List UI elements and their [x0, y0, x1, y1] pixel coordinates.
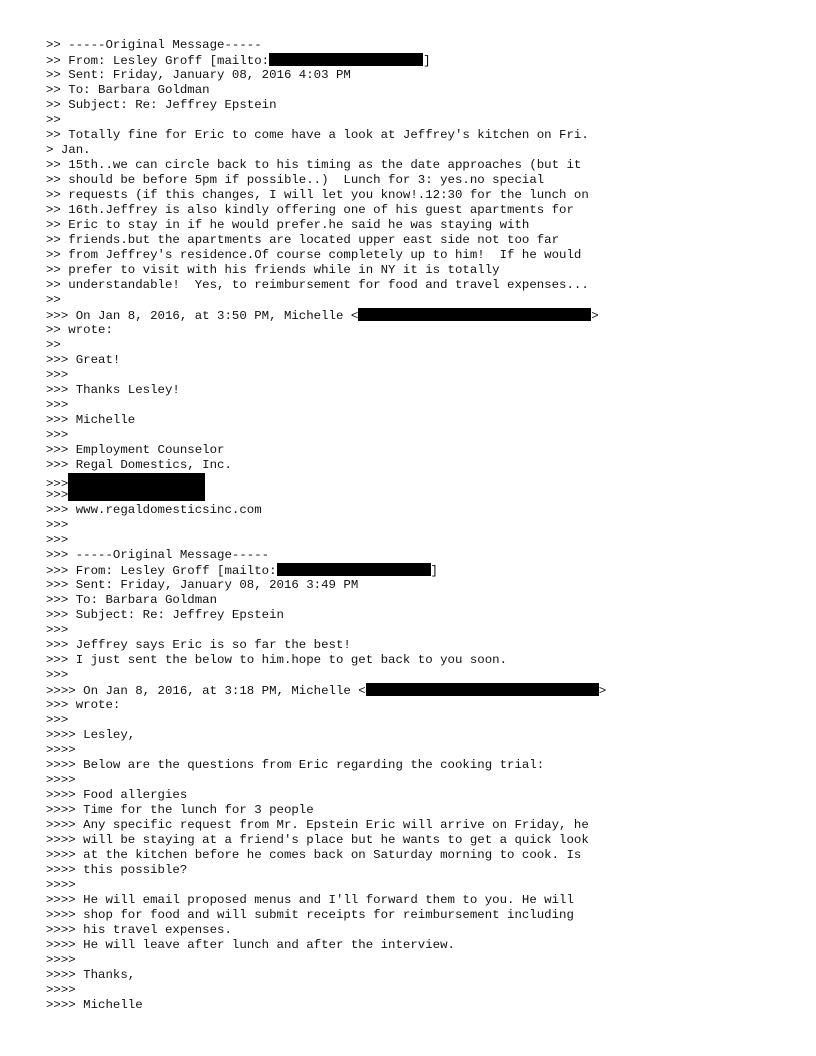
- quote-line: >>>: [46, 623, 69, 637]
- body-line: >>> Great!: [46, 353, 121, 367]
- body-line: >>>> Any specific request from Mr. Epstein Eric will arrive on Friday, he: [46, 818, 589, 832]
- signature-redacted-line: >>>: [46, 488, 69, 502]
- body-line: >>>> at the kitchen before he comes back on Saturday morning to cook. Is: [46, 848, 582, 862]
- from-line-1: >> From: Lesley Groff [mailto: ]: [46, 54, 431, 68]
- body-line: >> 16th.Jeffrey is also kindly offering one of his guest apartments for: [46, 203, 574, 217]
- reply-attribution-line-2: >>>> On Jan 8, 2016, at 3:18 PM, Michelle < >: [46, 684, 607, 698]
- email-document: [46, 38, 786, 1013]
- body-line: >>> I just sent the below to him.hope to get back to you soon.: [46, 653, 508, 667]
- body-line: > Jan.: [46, 143, 91, 157]
- body-line: >>>> Time for the lunch for 3 people: [46, 803, 314, 817]
- quote-line: >>>: [46, 668, 69, 682]
- body-line: >>>> He will email proposed menus and I'll forward them to you. He will: [46, 893, 574, 907]
- quote-line: >>>>: [46, 743, 76, 757]
- body-line: >>>> Lesley,: [46, 728, 136, 742]
- quote-line: >>: [46, 113, 61, 127]
- redaction-box: [366, 683, 599, 696]
- signature-name: >>>> Michelle: [46, 998, 143, 1012]
- quote-line: >>>: [46, 368, 69, 382]
- body-line: >>> Jeffrey says Eric is so far the best!: [46, 638, 351, 652]
- body-line: >> from Jeffrey's residence.Of course completely up to him! If he would: [46, 248, 582, 262]
- body-line: >> prefer to visit with his friends while in NY it is totally: [46, 263, 500, 277]
- body-line: >> Totally fine for Eric to come have a look at Jeffrey's kitchen on Fri.: [46, 128, 589, 142]
- redaction-box: [269, 53, 423, 66]
- signature-redacted-line: >>>: [46, 473, 786, 488]
- reply-attribution-line-1: >>> On Jan 8, 2016, at 3:50 PM, Michelle < >: [46, 309, 599, 323]
- from-line-2: >>> From: Lesley Groff [mailto: ]: [46, 564, 438, 578]
- subject-line-1: >> Subject: Re: Jeffrey Epstein: [46, 98, 277, 112]
- quote-line: >>>>: [46, 878, 76, 892]
- signature-company: >>> Regal Domestics, Inc.: [46, 458, 232, 472]
- quote-line: >>: [46, 338, 61, 352]
- signature-name: >>> Michelle: [46, 413, 136, 427]
- to-line-2: >>> To: Barbara Goldman: [46, 593, 218, 607]
- body-line: >>>> will be staying at a friend's place but he wants to get a quick look: [46, 833, 589, 847]
- body-line: >> requests (if this changes, I will let you know!.12:30 for the lunch on: [46, 188, 589, 202]
- quote-line: >>>: [46, 533, 69, 547]
- body-line: >>>> Food allergies: [46, 788, 188, 802]
- quote-line: >>>: [46, 428, 69, 442]
- quote-line: >>>: [46, 713, 69, 727]
- body-line: >>>> this possible?: [46, 863, 188, 877]
- body-line: >>> wrote:: [46, 698, 121, 712]
- quote-line: >>>>: [46, 983, 76, 997]
- sent-line-1: >> Sent: Friday, January 08, 2016 4:03 PM: [46, 68, 351, 82]
- subject-line-2: >>> Subject: Re: Jeffrey Epstein: [46, 608, 284, 622]
- body-line: >>>> He will leave after lunch and after the interview.: [46, 938, 455, 952]
- body-line: >> wrote:: [46, 323, 113, 337]
- quote-line: >>: [46, 293, 61, 307]
- body-line: >>>> Thanks,: [46, 968, 136, 982]
- body-line: >> friends.but the apartments are located upper east side not too far: [46, 233, 560, 247]
- original-message-header-1: >> -----Original Message-----: [46, 38, 262, 52]
- body-line: >> 15th..we can circle back to his timing as the date approaches (but it: [46, 158, 582, 172]
- to-line-1: >> To: Barbara Goldman: [46, 83, 210, 97]
- body-line: >> should be before 5pm if possible..) Lunch for 3: yes.no special: [46, 173, 545, 187]
- body-line: >> understandable! Yes, to reimbursement for food and travel expenses...: [46, 278, 589, 292]
- redaction-box: [358, 308, 591, 321]
- body-line: >>>> his travel expenses.: [46, 923, 232, 937]
- body-line: >>>> Below are the questions from Eric regarding the cooking trial:: [46, 758, 545, 772]
- redaction-box: [277, 563, 431, 576]
- signature-title: >>> Employment Counselor: [46, 443, 225, 457]
- quote-line: >>>: [46, 518, 69, 532]
- signature-website: >>> www.regaldomesticsinc.com: [46, 503, 262, 517]
- body-line: >> Eric to stay in if he would prefer.he said he was staying with: [46, 218, 530, 232]
- quote-line: >>>>: [46, 773, 76, 787]
- redaction-box: [68, 473, 205, 501]
- sent-line-2: >>> Sent: Friday, January 08, 2016 3:49 PM: [46, 578, 359, 592]
- original-message-header-2: >>> -----Original Message-----: [46, 548, 270, 562]
- quote-line: >>>: [46, 398, 69, 412]
- body-line: >>>> shop for food and will submit receipts for reimbursement including: [46, 908, 574, 922]
- body-line: >>> Thanks Lesley!: [46, 383, 180, 397]
- quote-line: >>>>: [46, 953, 76, 967]
